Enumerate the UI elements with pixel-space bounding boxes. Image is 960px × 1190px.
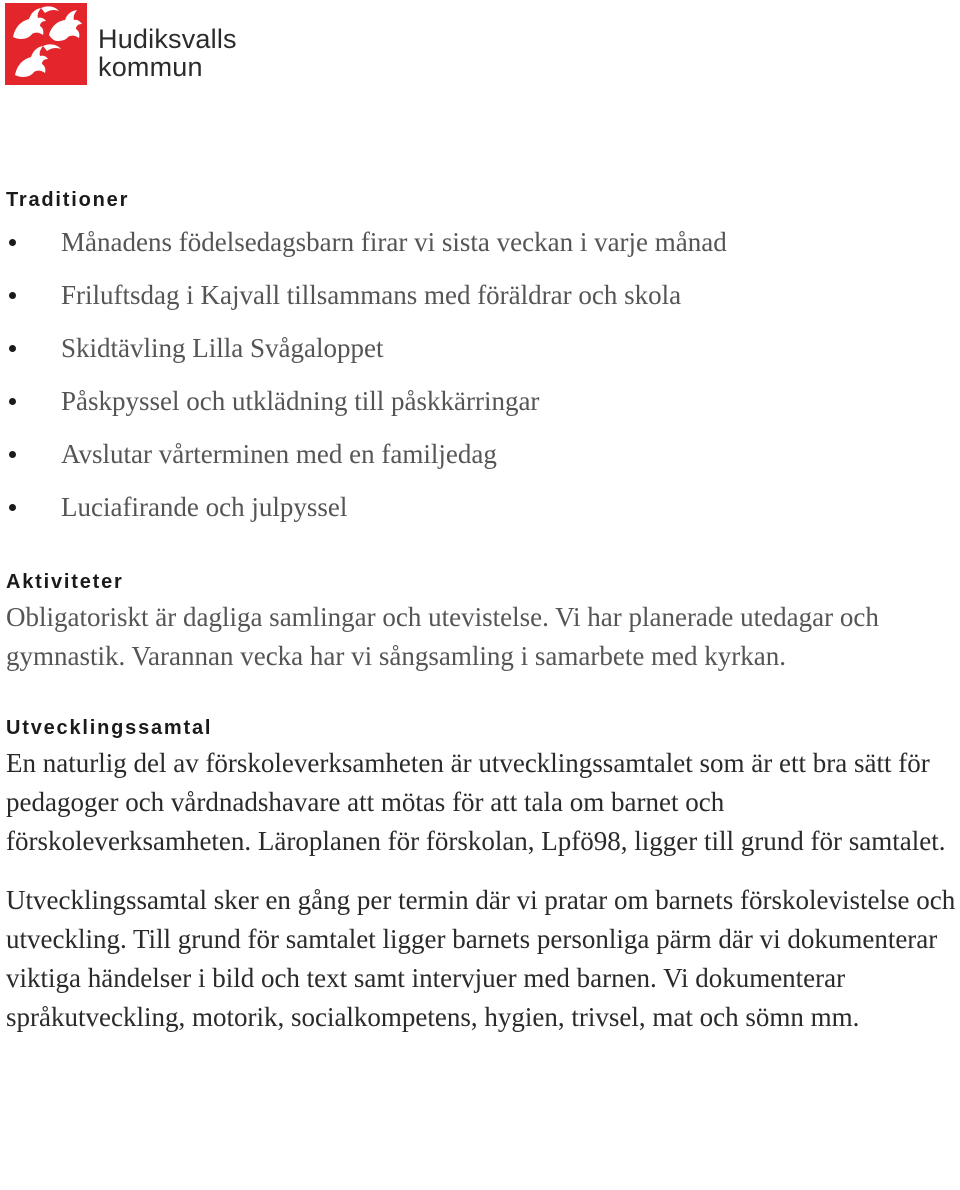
list-item-text: Friluftsdag i Kajvall tillsammans med föräldrar och skola — [61, 280, 682, 310]
traditions-heading: Traditioner — [6, 189, 130, 211]
document-body — [6, 184, 956, 1037]
logo-wordmark — [98, 25, 237, 81]
dev-talks-paragraph-1: En naturlig del av förskoleverksamheten är utvecklingssamtalet som är ett bra sätt för pedagoger och vårdnadshavare att mötas för att tala om barnet och förskoleverksamheten. Läroplanen för förskolan, Lpfö98, ligger till grund för samtalet. — [6, 748, 946, 856]
logo-line-2: kommun — [98, 52, 203, 82]
list-item-text: Skidtävling Lilla Svågaloppet — [61, 333, 384, 363]
dev-talks-heading: Utvecklingssamtal — [6, 717, 213, 739]
activities-heading: Aktiviteter — [6, 571, 124, 593]
dev-talks-paragraph-2: Utvecklingssamtal sker en gång per termin där vi pratar om barnets förskolevistelse och utveckling. Till grund för samtalet ligger barnets personliga pärm där vi dokumenterar viktiga händelser i bild och text samt intervjuer med barnen. Vi dokumenterar språkutveckling, motorik, socialkompetens, hygien, trivsel, mat och sömn mm. — [6, 885, 956, 1032]
goat-emblem-icon — [5, 3, 87, 85]
bullet-icon — [9, 239, 16, 246]
list-item — [6, 269, 956, 322]
list-item — [6, 481, 956, 534]
kommun-logo — [5, 3, 265, 87]
traditions-section — [6, 184, 956, 534]
activities-section — [6, 566, 956, 676]
dev-talks-section — [6, 712, 956, 1037]
list-item — [6, 375, 956, 428]
logo-line-1: Hudiksvalls — [98, 24, 237, 54]
list-item-text: Månadens födelsedagsbarn firar vi sista veckan i varje månad — [61, 227, 727, 257]
activities-paragraph: Obligatoriskt är dagliga samlingar och utevistelse. Vi har planerade utedagar och gymnastik. Varannan vecka har vi sångsamling i samarbete med kyrkan. — [6, 602, 879, 671]
list-item-text: Påskpyssel och utklädning till påskkärringar — [61, 386, 540, 416]
bullet-icon — [9, 504, 16, 511]
bullet-icon — [9, 451, 16, 458]
list-item-text: Luciafirande och julpyssel — [61, 492, 348, 522]
list-item — [6, 322, 956, 375]
list-item — [6, 428, 956, 481]
list-item — [6, 216, 956, 269]
bullet-icon — [9, 292, 16, 299]
list-item-text: Avslutar vårterminen med en familjedag — [61, 439, 497, 469]
traditions-list — [6, 216, 956, 534]
bullet-icon — [9, 398, 16, 405]
bullet-icon — [9, 345, 16, 352]
